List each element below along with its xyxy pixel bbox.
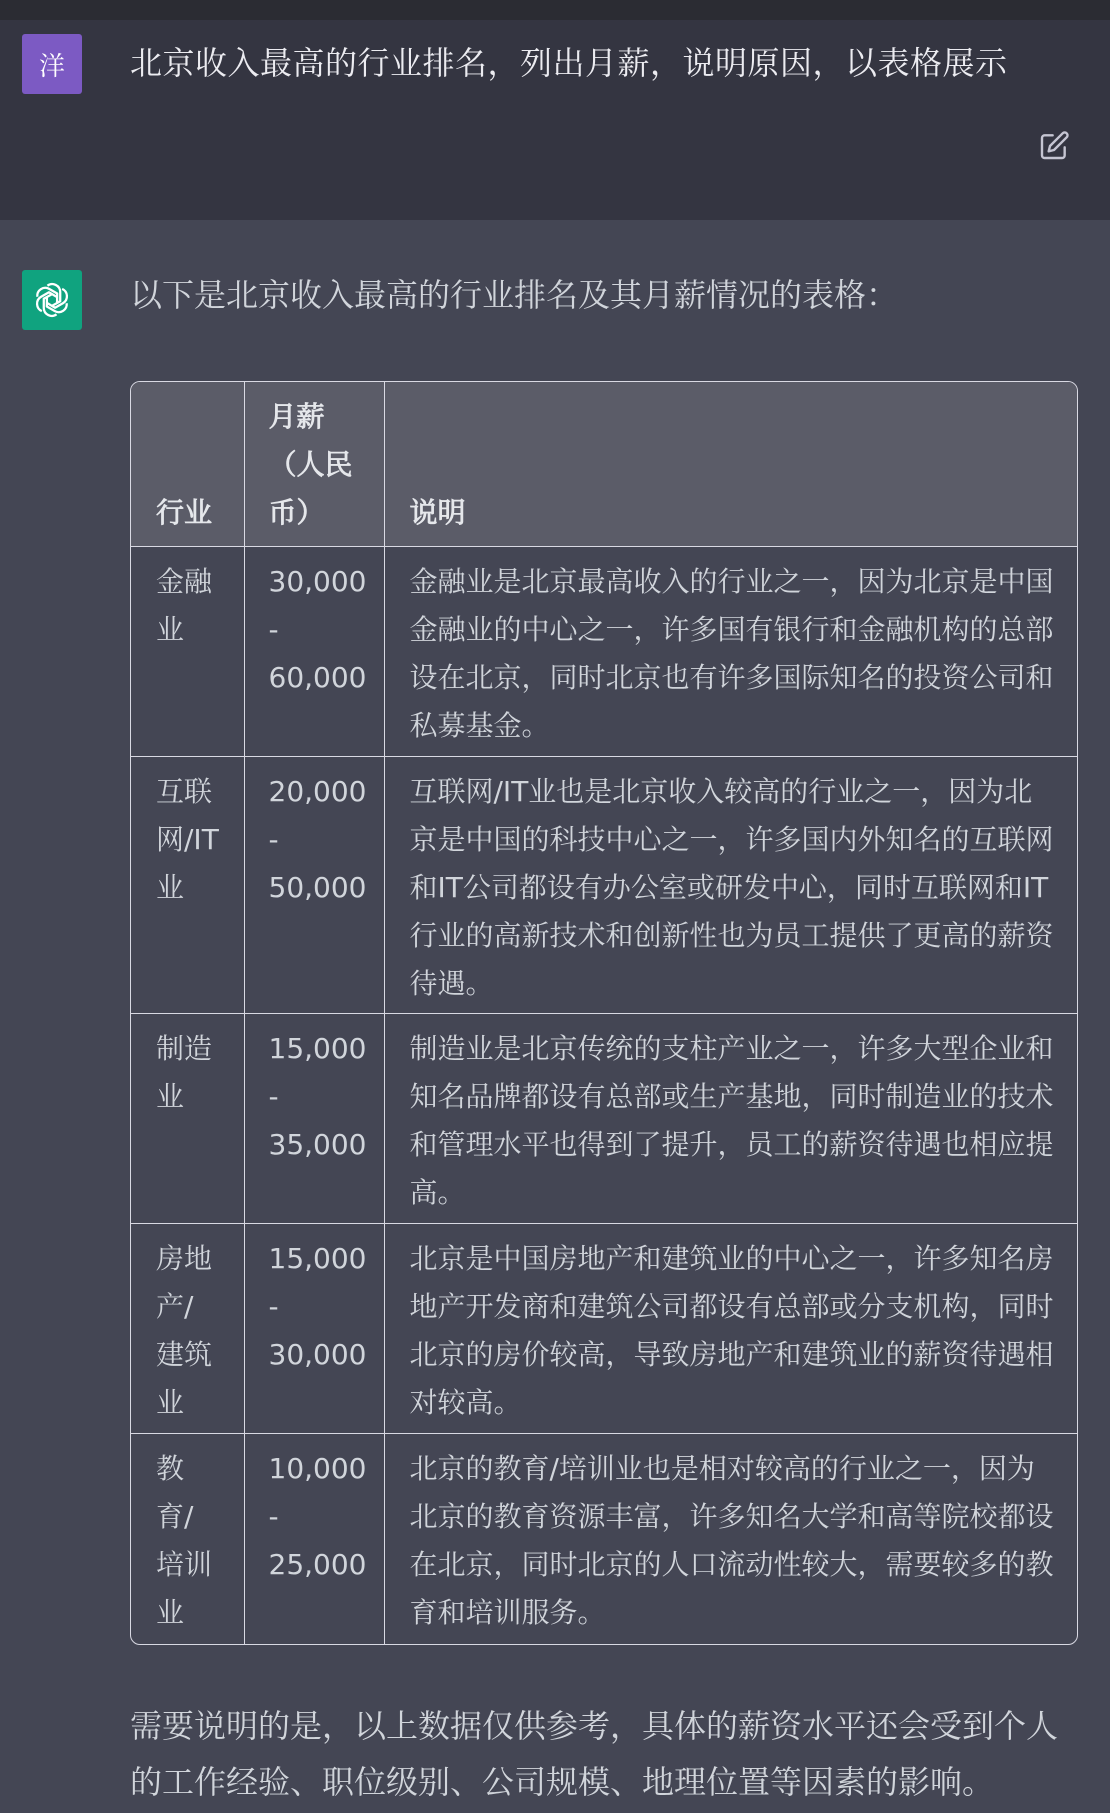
cell-description: 制造业是北京传统的支柱产业之一，许多大型企业和知名品牌都设有总部或生产基地，同时制造业的技术和管理水平也得到了提升，员工的薪资待遇也相应提高。 <box>384 1014 1077 1224</box>
assistant-outro-text: 需要说明的是，以上数据仅供参考，具体的薪资水平还会受到个人的工作经验、职位级别、公司规模、地理位置等因素的影响。 <box>130 1707 1059 1801</box>
edit-icon <box>1038 130 1070 162</box>
table-row <box>131 547 1077 757</box>
cell-industry <box>131 1224 244 1434</box>
salary-max: 35,000 <box>268 1128 367 1161</box>
table-row <box>131 1434 1077 1644</box>
cell-description: 金融业是北京最高收入的行业之一，因为北京是中国金融业的中心之一，许多国有银行和金融机构的总部设在北京，同时北京也有许多国际知名的投资公司和私募基金。 <box>384 547 1077 757</box>
top-strip <box>0 0 1110 20</box>
cell-salary <box>244 1434 384 1644</box>
header-industry: 行业 <box>131 382 244 547</box>
industry-line: 互联 <box>156 775 213 808</box>
salary-dash: - <box>268 1500 279 1533</box>
salary-min: 20,000 <box>268 775 367 808</box>
cell-industry <box>131 757 244 1014</box>
user-message <box>0 20 1110 221</box>
cell-industry <box>131 547 244 757</box>
user-message-text: 北京收入最高的行业排名，列出月薪，说明原因，以表格展示 <box>130 44 1008 82</box>
assistant-avatar <box>22 270 82 330</box>
user-avatar-initial: 洋 <box>38 51 65 82</box>
salary-dash: - <box>268 1290 279 1323</box>
salary-dash: - <box>268 613 279 646</box>
header-salary <box>244 382 384 547</box>
industry-line: 教 <box>156 1452 185 1485</box>
header-description: 说明 <box>384 382 1077 547</box>
industry-line: 培训 <box>156 1548 213 1581</box>
salary-max: 50,000 <box>268 871 367 904</box>
cell-salary <box>244 547 384 757</box>
edit-message-button[interactable] <box>1038 130 1070 162</box>
salary-min: 15,000 <box>268 1242 367 1275</box>
industry-line: 制造 <box>156 1032 213 1065</box>
table-row <box>131 1224 1077 1434</box>
cell-description: 北京的教育/培训业也是相对较高的行业之一，因为北京的教育资源丰富，许多知名大学和高等院校都设在北京，同时北京的人口流动性较大，需要较多的教育和培训服务。 <box>384 1434 1077 1644</box>
salary-dash: - <box>268 1080 279 1113</box>
industry-line: 产/ <box>156 1290 194 1323</box>
cell-industry <box>131 1434 244 1644</box>
header-salary-line: （人民 <box>268 448 353 481</box>
salary-min: 30,000 <box>268 565 367 598</box>
table-header-row <box>131 382 1077 547</box>
cell-description: 互联网/IT业也是北京收入较高的行业之一，因为北京是中国的科技中心之一，许多国内外知名的互联网和IT公司都设有办公室或研发中心，同时互联网和IT行业的高新技术和创新性也为员工提供了更高的薪资待遇。 <box>384 757 1077 1014</box>
industry-line: 房地 <box>156 1242 213 1275</box>
cell-salary <box>244 1224 384 1434</box>
cell-industry <box>131 1014 244 1224</box>
assistant-message <box>0 220 1110 1813</box>
industry-line: 业 <box>156 1080 185 1113</box>
industry-line: 育/ <box>156 1500 194 1533</box>
industry-line: 网/IT <box>156 823 219 856</box>
salary-table <box>130 381 1078 1645</box>
salary-dash: - <box>268 823 279 856</box>
user-avatar <box>22 34 82 94</box>
cell-description: 北京是中国房地产和建筑业的中心之一，许多知名房地产开发商和建筑公司都设有总部或分支机构，同时北京的房价较高，导致房地产和建筑业的薪资待遇相对较高。 <box>384 1224 1077 1434</box>
cell-salary <box>244 1014 384 1224</box>
industry-line: 业 <box>156 1596 185 1629</box>
header-salary-line: 币） <box>268 496 325 529</box>
table-row <box>131 757 1077 1014</box>
salary-max: 25,000 <box>268 1548 367 1581</box>
salary-min: 15,000 <box>268 1032 367 1065</box>
assistant-intro-text: 以下是北京收入最高的行业排名及其月薪情况的表格： <box>130 276 899 314</box>
salary-max: 30,000 <box>268 1338 367 1371</box>
industry-line: 业 <box>156 871 185 904</box>
salary-max: 60,000 <box>268 661 367 694</box>
industry-line: 金融 <box>156 565 213 598</box>
openai-logo-icon <box>31 279 73 321</box>
industry-line: 业 <box>156 1386 185 1419</box>
industry-line: 业 <box>156 613 185 646</box>
industry-line: 建筑 <box>156 1338 213 1371</box>
header-salary-line: 月薪 <box>268 400 325 433</box>
table-row <box>131 1014 1077 1224</box>
cell-salary <box>244 757 384 1014</box>
salary-min: 10,000 <box>268 1452 367 1485</box>
